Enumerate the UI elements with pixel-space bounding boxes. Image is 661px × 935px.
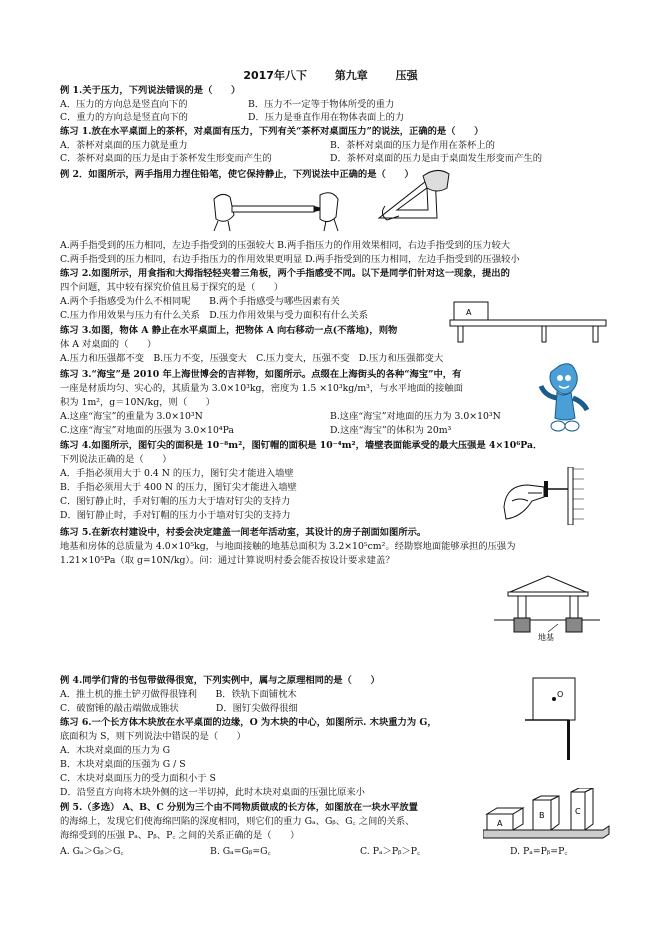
line-text: 练习 6.一个长方体木块放在水平桌面的边缘，O 为木块的中心，如图所示. 木块重力为 G， bbox=[60, 717, 437, 728]
question-line bbox=[60, 787, 365, 799]
block-a-label: A bbox=[466, 308, 472, 317]
answer-option: C．茶杯对桌面的压力是由于茶杯发生形变而产生的 bbox=[60, 153, 272, 164]
line-text: B．手指必须用大于 400 N 的压力，图钉尖才能进入墙壁 bbox=[60, 482, 297, 493]
block-label-c: C bbox=[575, 807, 581, 816]
line-text: 体 A 对桌面的（ ） bbox=[60, 339, 157, 350]
line-text: 下列说法正确的是（ ） bbox=[60, 454, 172, 465]
line-text: C.压力作用效果与压力有什么关系 D.压力作用效果与受力面积有什么关系 bbox=[60, 310, 369, 321]
question-line bbox=[60, 169, 414, 181]
line-text: 1.21×10⁵Pa（取 g=10N/kg）。问：通过计算说明村委会能否按设计要求建盖？ bbox=[60, 555, 395, 566]
figure-block-on-table bbox=[448, 300, 612, 344]
line-text: C．图钉静止时，手对钉帽的压力大于墙对钉尖的支持力 bbox=[60, 496, 291, 507]
question-line bbox=[60, 759, 186, 771]
title-chapter: 第九章 bbox=[334, 69, 368, 82]
line-text: 练习 4.如图所示，图钉尖的面积是 10⁻⁸m²，图钉帽的面积是 10⁻⁴m²，墙壁表面能承受的最大压强是 4×10⁶Pa． bbox=[60, 440, 543, 451]
question-line bbox=[60, 296, 340, 308]
line-text: A．手指必须用大于 0.4 N 的压力，图钉尖才能进入墙壁 bbox=[60, 468, 294, 479]
question-line bbox=[60, 555, 395, 567]
line-text: 练习 1.放在水平桌面上的茶杯，对桌面有压力，下列有关“茶杯对桌面压力”的说法，正确的是（ ） bbox=[60, 126, 484, 137]
line-text: 地基和房体的总质量为 4.0×10⁵kg，与地面接触的地基总面积为 3.2×10⁵cm²。经勘察地面能够承担的压强为 bbox=[60, 541, 516, 552]
question-line bbox=[60, 731, 246, 743]
line-text: D．沿竖直方向将木块外侧的这一半切掉，此时木块对桌面的压强比原来小 bbox=[60, 787, 365, 798]
question-line bbox=[60, 846, 660, 858]
answer-option: D．茶杯对桌面的压力是由于桌面发生形变而产生的 bbox=[330, 153, 542, 164]
question-line bbox=[60, 527, 426, 539]
question-line bbox=[60, 411, 501, 423]
question-line bbox=[60, 383, 463, 395]
answer-option: D. Pₐ=Pᵦ=P꜀ bbox=[510, 846, 568, 857]
answer-option: B．压力不一定等于物体所受的重力 bbox=[248, 99, 395, 110]
line-text: 四个问题，其中较有探究价值且易于探究的是（ ） bbox=[60, 282, 284, 293]
line-text: 练习 3.“海宝”是 2010 年上海世博会的吉祥物，如图所示。点缀在上海街头的各种“海宝”中，有 bbox=[60, 369, 462, 380]
question-line bbox=[60, 353, 443, 365]
question-line bbox=[60, 369, 461, 381]
line-text: B．木块对桌面的压强为 G / S bbox=[60, 759, 186, 770]
question-line bbox=[60, 703, 298, 715]
answer-option: C．重力的方向总是竖直向下的 bbox=[60, 112, 188, 123]
line-text: 一座是材质均匀、实心的，其质量为 3.0×10³kg，密度为 1.5 ×10³kg/m³，与水平地面的接触面 bbox=[60, 383, 463, 394]
question-line bbox=[60, 99, 394, 111]
line-text: C．木块对桌面压力的受力面积小于 S bbox=[60, 773, 216, 784]
question-line bbox=[60, 282, 283, 294]
question-line bbox=[60, 675, 380, 687]
block-label-a: A bbox=[497, 819, 503, 828]
line-text: C.两手指受到的压力相同，右边手指压力的作用效果更明显 D.两手指受到的压力相同，左边手指受到的压强较小 bbox=[60, 254, 520, 265]
question-line bbox=[60, 425, 451, 437]
question-line bbox=[60, 689, 297, 701]
answer-option: C.这座“海宝”对地面的压强为 3.0×10⁴Pa bbox=[60, 425, 234, 436]
question-line bbox=[60, 440, 542, 452]
question-line bbox=[60, 126, 483, 138]
question-line bbox=[60, 717, 437, 729]
question-line bbox=[60, 240, 510, 252]
title-topic: 压强 bbox=[395, 69, 418, 82]
question-line bbox=[60, 802, 418, 814]
question-line bbox=[60, 496, 290, 508]
question-line bbox=[60, 85, 240, 97]
figure-pencil-fingers bbox=[208, 185, 348, 233]
figure-pushpin-wall bbox=[498, 467, 588, 525]
answer-option: A．茶杯对桌面的压力就是重力 bbox=[60, 140, 188, 151]
line-text: 例 4.同学们背的书包带做得很宽，下列实例中，属与之原理相同的是（ ） bbox=[60, 675, 380, 686]
line-text: D．图钉静止时，手对钉帽的压力小于墙对钉尖的支持力 bbox=[60, 510, 291, 521]
line-text: 的海绵上，发现它们使海绵凹陷的深度相同，则它们的重力 Gₐ、Gᵦ、G꜀ 之间的关系、 bbox=[60, 816, 415, 827]
line-text: 海绵受到的压强 Pₐ、Pᵦ、P꜀ 之间的关系正确的是（ ） bbox=[60, 830, 300, 841]
page-title bbox=[0, 67, 661, 83]
line-text: 练习 2.如图所示，用食指和大拇指轻轻夹着三角板，两个手指感受不同。以下是同学们针对这一现象，提出的 bbox=[60, 268, 510, 279]
block-label-b: B bbox=[539, 811, 545, 820]
answer-option: B. Gₐ=Gᵦ=G꜀ bbox=[210, 846, 271, 857]
question-line bbox=[60, 745, 170, 757]
point-o-label: O bbox=[557, 690, 564, 699]
answer-option: C. Pₐ＞Pᵦ＞P꜀ bbox=[360, 846, 421, 857]
figure-blocks-on-sponge bbox=[483, 788, 611, 840]
line-text: A.两手指受到的压力相同，左边手指受到的压强较大 B.两手指压力的作用效果相同，右边手指受到的压力较大 bbox=[60, 240, 511, 251]
question-line bbox=[60, 510, 291, 522]
question-line bbox=[60, 816, 414, 828]
line-text: 练习 5.在新农村建设中，村委会决定建盖一间老年活动室，其设计的房子剖面如图所示。 bbox=[60, 527, 427, 538]
line-text: 练习 3.如图，物体 A 静止在水平桌面上，把物体 A 向右移动一点(不落地)，则物 bbox=[60, 325, 398, 336]
line-text: A.压力和压强都不变 B.压力不变，压强变大 C.压力变大，压强不变 D.压力和压强都变大 bbox=[60, 353, 444, 364]
question-line bbox=[60, 397, 215, 409]
answer-option: B.这座“海宝”对地面的压力为 3.0×10³N bbox=[330, 411, 501, 422]
answer-option: D．压力是垂直作用在物体表面上的力 bbox=[248, 112, 405, 123]
answer-option: D.这座“海宝”的体积为 20m³ bbox=[330, 425, 452, 436]
line-text: 底面积为 S，则下列说法中错误的是（ ） bbox=[60, 731, 246, 742]
question-line bbox=[60, 325, 397, 337]
answer-option: A.这座“海宝”的重量为 3.0×10³N bbox=[60, 411, 203, 422]
line-text: A．木块对桌面的压力为 G bbox=[60, 745, 171, 756]
question-line bbox=[60, 773, 216, 785]
question-line bbox=[60, 140, 495, 152]
answer-option: A. Gₐ＞Gᵦ＞G꜀ bbox=[60, 846, 124, 857]
question-line bbox=[60, 454, 172, 466]
question-line bbox=[60, 339, 156, 351]
line-text: C．破窗锤的敲击端做成锥状 D．图钉尖做得很细 bbox=[60, 703, 298, 714]
figure-block-center-o bbox=[525, 672, 605, 762]
question-line bbox=[60, 112, 404, 124]
question-line bbox=[60, 268, 510, 280]
foundation-label: 地基 bbox=[538, 633, 554, 642]
question-line bbox=[60, 482, 297, 494]
question-line bbox=[60, 830, 299, 842]
answer-option: A．压力的方向总是竖直向下的 bbox=[60, 99, 188, 110]
line-text: 例 2．如图所示，两手指用力捏住铅笔，使它保持静止，下列说法中正确的是（ ） bbox=[60, 169, 414, 180]
line-text: 例 1.关于压力，下列说法错误的是（ ） bbox=[60, 85, 241, 96]
figure-triangle-ruler bbox=[375, 166, 453, 224]
question-line bbox=[60, 254, 520, 266]
figure-haibao-mascot bbox=[535, 362, 593, 436]
answer-option: B．茶杯对桌面的压力是作用在茶杯上的 bbox=[330, 140, 495, 151]
title-year: 2017年八下 bbox=[243, 69, 307, 82]
question-line bbox=[60, 468, 294, 480]
question-line bbox=[60, 153, 542, 165]
line-text: A.两个手指感受为什么不相同呢 B.两个手指感受与哪些因素有关 bbox=[60, 296, 340, 307]
line-text: 积为 1m²，g＝10N/kg，则（ ） bbox=[60, 397, 216, 408]
question-line bbox=[60, 541, 516, 553]
figure-house-foundation bbox=[492, 574, 602, 644]
question-line bbox=[60, 310, 368, 322]
line-text: A．推土机的推土铲刃做得很锋利 B．铁轨下面铺枕木 bbox=[60, 689, 297, 700]
line-text: 例 5.（多选） A、B、C 分别为三个由不同物质做成的长方体，如图放在一块水平放置 bbox=[60, 802, 418, 813]
